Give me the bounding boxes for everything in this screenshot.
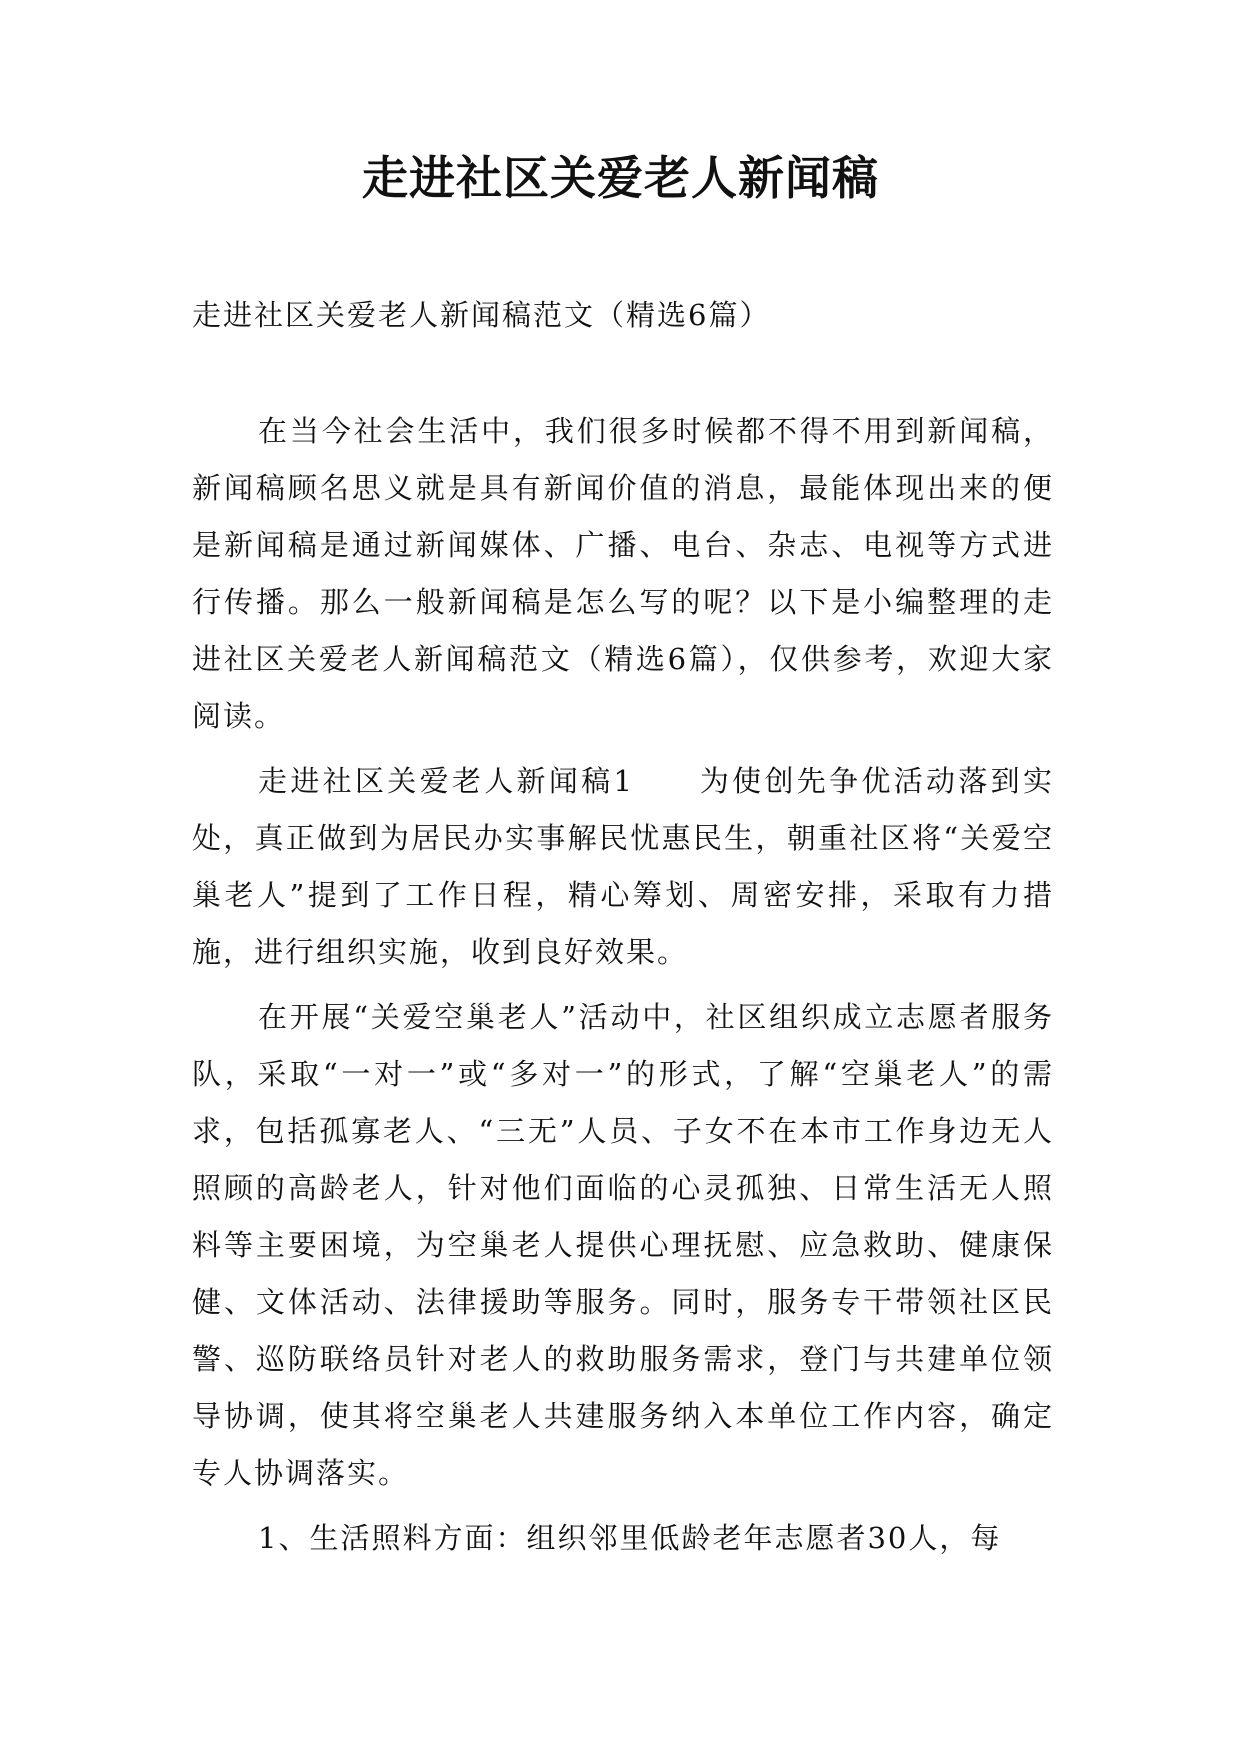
document-body bbox=[192, 403, 1054, 1575]
paragraph-intro: 在当今社会生活中，我们很多时候都不得不用到新闻稿，新闻稿顾名思义就是具有新闻价值的消息，最能体现出来的便是新闻稿是通过新闻媒体、广播、电台、杂志、电视等方式进行传播。那么一般新闻稿是怎么写的呢？以下是小编整理的走进社区关爱老人新闻稿范文（精选6篇），仅供参考，欢迎大家阅读。 bbox=[192, 414, 1054, 733]
document-subtitle: 走进社区关爱老人新闻稿范文（精选6篇） bbox=[192, 298, 771, 332]
document-title: 走进社区关爱老人新闻稿 bbox=[362, 151, 879, 205]
paragraph-life-care: 1、生活照料方面：组织邻里低龄老年志愿者30人，每 bbox=[258, 1521, 1002, 1555]
paragraph-activity: 在开展“关爱空巢老人”活动中，社区组织成立志愿者服务队，采取“一对一”或“多对一”的形式，了解“空巢老人”的需求，包括孤寡老人、“三无”人员、子女不在本市工作身边无人照顾的高龄老人，针对他们面临的心灵孤独、日常生活无人照料等主要困境，为空巢老人提供心理抚慰、应急救助、健康保健、文体活动、法律援助等服务。同时，服务专干带领社区民警、巡防联络员针对老人的救助服务需求，登门与共建单位领导协调，使其将空巢老人共建服务纳入本单位工作内容，确定专人协调落实。 bbox=[192, 1000, 1054, 1490]
paragraph-article-1: 走进社区关爱老人新闻稿1 为使创先争优活动落到实处，真正做到为居民办实事解民忧惠民生，朝重社区将“关爱空巢老人”提到了工作日程，精心筹划、周密安排，采取有力措施，进行组织实施，收到良好效果。 bbox=[192, 764, 1054, 969]
